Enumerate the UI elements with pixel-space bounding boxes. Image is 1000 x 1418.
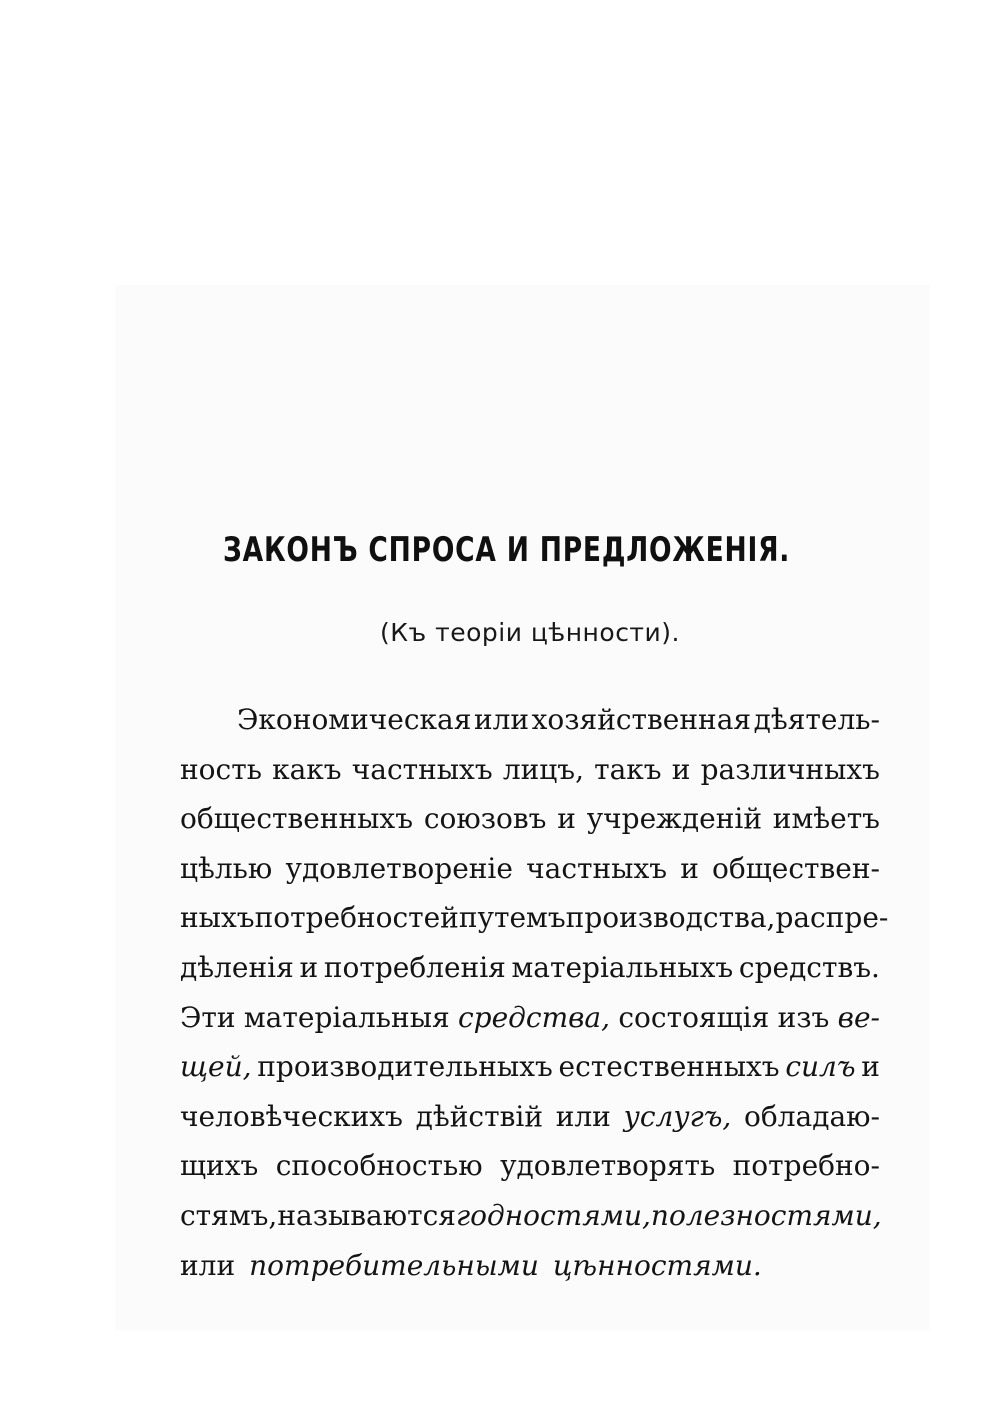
word: производства, (565, 901, 776, 935)
word: способностью (275, 1149, 483, 1183)
word: удовлетворять (500, 1149, 716, 1183)
word: матеріальныхъ (511, 950, 734, 984)
word: дѣятель- (753, 703, 880, 736)
word: щихъ (180, 1149, 259, 1183)
word: ность (180, 752, 262, 786)
word: стямъ, (180, 1198, 278, 1232)
word: обладаю- (744, 1099, 880, 1133)
word: и (299, 950, 319, 984)
word: обществен- (712, 851, 880, 885)
word: дѣленія (180, 950, 294, 984)
text-line (180, 1191, 880, 1241)
word: учрежденій (586, 802, 763, 836)
word: частныхъ (526, 851, 668, 885)
word: или (555, 1099, 611, 1133)
word: или (180, 1248, 236, 1282)
word: матеріальныя (243, 1000, 450, 1034)
italic-term: силъ (785, 1050, 856, 1084)
italic-term: услугъ, (623, 1099, 732, 1133)
italic-term: цѣнностями. (552, 1248, 762, 1282)
word: такъ (594, 752, 662, 786)
article-subtitle: (Къ теоріи цѣнности). (380, 618, 680, 647)
text-line (180, 993, 880, 1043)
text-line (180, 943, 880, 993)
text-line (180, 844, 880, 894)
word: путемъ (458, 901, 566, 935)
word: общественныхъ (180, 802, 414, 836)
word: производительныхъ (257, 1050, 553, 1084)
italic-term: ве- (837, 1000, 880, 1034)
word: частныхъ (351, 752, 493, 786)
text-line (180, 1241, 880, 1291)
word: союзовъ (423, 802, 547, 836)
italic-term: средства, (457, 1000, 611, 1034)
word: изъ (777, 1000, 830, 1034)
word: лицъ, (502, 752, 584, 786)
word: Эти (180, 1000, 236, 1034)
word: какъ (272, 752, 342, 786)
italic-term: годностями, (455, 1198, 651, 1232)
word: или (473, 703, 530, 736)
word: цѣлью (180, 851, 273, 885)
word: состоящія (618, 1000, 770, 1034)
word: имѣетъ (772, 802, 880, 836)
word: и (557, 802, 576, 836)
word: и (861, 1050, 880, 1084)
word: и (671, 752, 691, 786)
text-line (180, 1141, 880, 1191)
italic-term: полезностями, (650, 1198, 882, 1232)
word: различныхъ (700, 752, 880, 786)
word: ныхъ (180, 901, 255, 935)
text-line (180, 794, 880, 844)
word: потребно- (732, 1149, 880, 1183)
word: человѣческихъ (180, 1099, 403, 1133)
italic-term: щей, (180, 1050, 252, 1084)
text-line (180, 1092, 880, 1142)
word: называются (277, 1198, 456, 1232)
word: дѣйствій (415, 1099, 543, 1133)
text-line (180, 745, 880, 795)
word: удовлетвореніе (285, 851, 513, 885)
word: распре- (775, 901, 889, 935)
text-line (180, 893, 889, 943)
word: средствъ. (738, 950, 880, 984)
word: Экономическая (237, 703, 472, 736)
italic-term: потребительными (249, 1248, 539, 1282)
word: потребностей (254, 901, 459, 935)
word: хозяйственная (531, 703, 752, 736)
word: естественныхъ (558, 1050, 780, 1084)
text-line (180, 1042, 880, 1092)
word: и (680, 851, 699, 885)
text-line (180, 695, 880, 745)
article-title: ЗАКОНЪ СПРОСА И ПРЕДЛОЖЕНІЯ. (223, 530, 791, 570)
word: потребленія (323, 950, 506, 984)
body-paragraph (180, 695, 889, 1290)
